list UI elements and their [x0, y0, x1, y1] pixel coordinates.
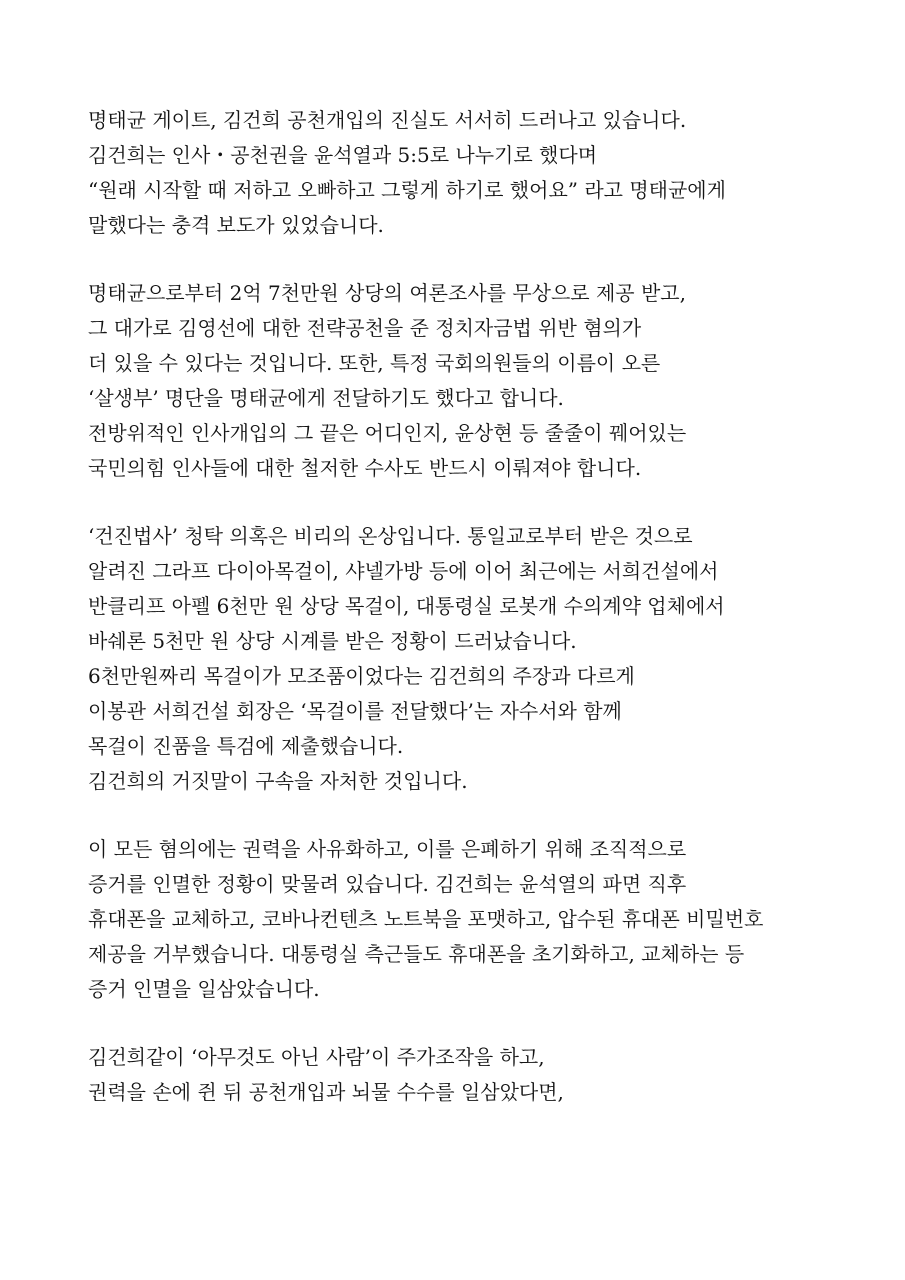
paragraph-4: [88, 832, 828, 1007]
document-body: [88, 103, 828, 1143]
paragraph-5: [88, 1040, 828, 1110]
text-line: 명태균 게이트, 김건희 공천개입의 진실도 서서히 드러나고 있습니다.: [88, 108, 687, 132]
text-line: 그 대가로 김영선에 대한 전략공천을 준 정치자금법 위반 혐의가: [88, 316, 642, 340]
text-line: 말했다는 충격 보도가 있었습니다.: [88, 213, 384, 237]
text-line: 제공을 거부했습니다. 대통령실 측근들도 휴대폰을 초기화하고, 교체하는 등: [88, 942, 745, 966]
text-line: 이 모든 혐의에는 권력을 사유화하고, 이를 은폐하기 위해 조직적으로: [88, 837, 687, 861]
text-line: 이봉관 서희건설 회장은 ‘목걸이를 전달했다’는 자수서와 함께: [88, 699, 622, 723]
text-line: 목걸이 진품을 특검에 제출했습니다.: [88, 734, 404, 758]
text-line: 휴대폰을 교체하고, 코바나컨텐츠 노트북을 포맷하고, 압수된 휴대폰 비밀번호: [88, 907, 764, 931]
text-line: 권력을 손에 쥔 뒤 공천개입과 뇌물 수수를 일삼았다면,: [88, 1080, 564, 1104]
text-line: 알려진 그라프 다이아목걸이, 샤넬가방 등에 이어 최근에는 서희건설에서: [88, 559, 719, 583]
text-line: 김건희는 인사・공천권을 윤석열과 5:5로 나누기로 했다며: [88, 143, 598, 167]
text-line: 증거 인멸을 일삼았습니다.: [88, 977, 320, 1001]
text-line: 반클리프 아펠 6천만 원 상당 목걸이, 대통령실 로봇개 수의계약 업체에서: [88, 594, 725, 618]
paragraph-1: [88, 103, 828, 243]
text-line: 더 있을 수 있다는 것입니다. 또한, 특정 국회의원들의 이름이 오른: [88, 351, 661, 375]
text-line: 국민의힘 인사들에 대한 철저한 수사도 반드시 이뤄져야 합니다.: [88, 456, 642, 480]
text-line: 김건희같이 ‘아무것도 아닌 사람’이 주가조작을 하고,: [88, 1045, 545, 1069]
text-line: 증거를 인멸한 정황이 맞물려 있습니다. 김건희는 윤석열의 파면 직후: [88, 872, 687, 896]
text-line: 김건희의 거짓말이 구속을 자처한 것입니다.: [88, 769, 468, 793]
text-line: 전방위적인 인사개입의 그 끝은 어디인지, 윤상현 등 줄줄이 꿰어있는: [88, 421, 687, 445]
text-line: 바쉐론 5천만 원 상당 시계를 받은 정황이 드러났습니다.: [88, 629, 577, 653]
text-line: 6천만원짜리 목걸이가 모조품이었다는 김건희의 주장과 다르게: [88, 664, 635, 688]
text-line: ‘살생부’ 명단을 명태균에게 전달하기도 했다고 합니다.: [88, 386, 564, 410]
paragraph-2: [88, 276, 828, 486]
text-line: “원래 시작할 때 저하고 오빠하고 그렇게 하기로 했어요” 라고 명태균에게: [88, 178, 726, 202]
paragraph-3: [88, 519, 828, 799]
text-line: 명태균으로부터 2억 7천만원 상당의 여론조사를 무상으로 제공 받고,: [88, 281, 686, 305]
text-line: ‘건진법사’ 청탁 의혹은 비리의 온상입니다. 통일교로부터 받은 것으로: [88, 524, 693, 548]
